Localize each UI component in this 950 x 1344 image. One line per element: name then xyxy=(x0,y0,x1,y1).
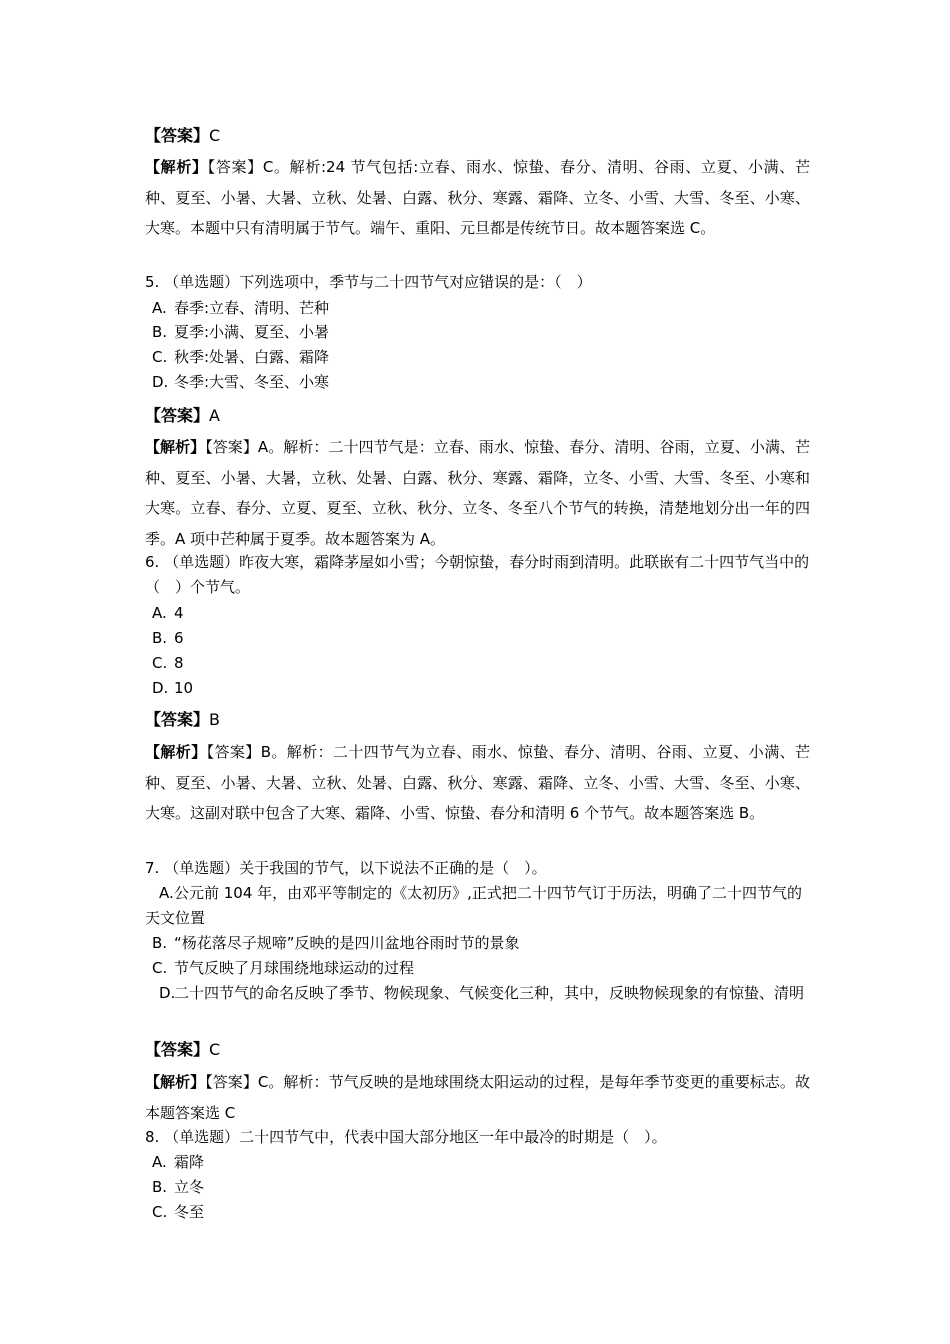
answer-label: 【答案】 xyxy=(145,710,210,729)
option-d xyxy=(145,981,810,1006)
explanation xyxy=(145,737,810,829)
option-letter: C. xyxy=(152,654,168,672)
answer-line xyxy=(145,406,220,426)
answer-value: C xyxy=(209,1040,221,1059)
explanation-label: 【解析】 xyxy=(145,158,208,176)
question-8: 8. （单选题）二十四节气中，代表中国大部分地区一年中最冷的时期是（ ）。 xyxy=(145,1128,667,1146)
option-text: 二十四节气的命名反映了季节、物候现象、气候变化三种，其中，反映物候现象的有惊蛰、清明 xyxy=(174,984,805,1002)
option-letter: A. xyxy=(152,299,167,317)
option-c xyxy=(152,956,810,981)
option-text: 春季:立春、清明、芒种 xyxy=(174,299,330,317)
answer-line xyxy=(145,710,220,730)
option-letter: A. xyxy=(159,884,174,902)
question-6: 6. （单选题）昨夜大寒，霜降茅屋如小雪；今朝惊蛰，春分时雨到清明。此联嵌有二十四节气当中的（ ）个节气。 xyxy=(145,553,810,596)
answer-value: A xyxy=(209,406,220,425)
option-text: “杨花落尽子规啼”反映的是四川盆地谷雨时节的景象 xyxy=(174,934,520,952)
answer-line xyxy=(145,126,220,146)
option-text: 霜降 xyxy=(174,1153,205,1171)
question-5: 5. （单选题）下列选项中，季节与二十四节气对应错误的是：（ ） xyxy=(145,273,592,291)
option-a xyxy=(152,296,810,321)
option-text: 立冬 xyxy=(174,1178,205,1196)
option-c xyxy=(152,1200,810,1225)
explanation-text: 【答案】C。解析：节气反映的是地球围绕太阳运动的过程，是每年季节变更的重要标志。故本题答案选 C xyxy=(145,1073,810,1122)
explanation xyxy=(145,1067,810,1128)
option-text: 10 xyxy=(174,679,194,697)
explanation-text: 【答案】B。解析：二十四节气为立春、雨水、惊蛰、春分、清明、谷雨、立夏、小满、芒种、夏至、小暑、大暑、立秋、处暑、白露、秋分、寒露、霜降、立冬、小雪、大雪、冬至、小寒、大寒。这副对联中包含了大寒、霜降、小雪、惊蛰、春分和清明 6 个节气。故本题答案选 B。 xyxy=(145,743,810,822)
option-letter: A. xyxy=(152,604,167,622)
option-text: 8 xyxy=(174,654,184,672)
option-b xyxy=(152,931,810,956)
option-b xyxy=(152,626,810,651)
explanation-label: 【解析】 xyxy=(145,1073,206,1091)
option-c xyxy=(152,345,810,370)
option-text: 冬季:大雪、冬至、小寒 xyxy=(174,373,330,391)
option-letter: D. xyxy=(152,373,169,391)
option-text: 冬至 xyxy=(174,1203,205,1221)
explanation xyxy=(145,432,810,554)
option-letter: C. xyxy=(152,348,168,366)
option-text: 秋季:处暑、白露、霜降 xyxy=(174,348,330,366)
option-text: 夏季:小满、夏至、小暑 xyxy=(174,323,330,341)
explanation-text: 【答案】C。解析:24 节气包括:立春、雨水、惊蛰、春分、清明、谷雨、立夏、小满、芒种、夏至、小暑、大暑、立秋、处暑、白露、秋分、寒露、霜降、立冬、小雪、大雪、冬至、小寒、大寒。本题中只有清明属于节气。端午、重阳、元旦都是传统节日。故本题答案选 C。 xyxy=(145,158,810,237)
option-letter: D. xyxy=(152,679,169,697)
explanation-label: 【解析】 xyxy=(145,743,207,761)
option-text: 公元前 104 年，由邓平等制定的《太初历》,正式把二十四节气订于历法，明确了二十四节气的天文位置 xyxy=(145,884,802,927)
option-letter: B. xyxy=(152,323,168,341)
option-text: 节气反映了月球围绕地球运动的过程 xyxy=(174,959,415,977)
answer-value: C xyxy=(209,126,221,145)
option-letter: B. xyxy=(152,629,168,647)
option-letter: B. xyxy=(152,1178,168,1196)
option-letter: B. xyxy=(152,934,168,952)
option-d xyxy=(152,676,810,701)
question-7: 7. （单选题）关于我国的节气，以下说法不正确的是（ ）。 xyxy=(145,859,547,877)
option-a xyxy=(152,1150,810,1175)
explanation-label: 【解析】 xyxy=(145,438,206,456)
option-a xyxy=(152,601,810,626)
option-b xyxy=(152,320,810,345)
option-text: 6 xyxy=(174,629,184,647)
answer-label: 【答案】 xyxy=(145,406,210,425)
answer-line xyxy=(145,1040,220,1060)
option-letter: C. xyxy=(152,959,168,977)
option-letter: D. xyxy=(159,984,176,1002)
option-c xyxy=(152,651,810,676)
option-b xyxy=(152,1175,810,1200)
answer-label: 【答案】 xyxy=(145,1040,210,1059)
option-letter: A. xyxy=(152,1153,167,1171)
option-d xyxy=(152,370,810,395)
answer-value: B xyxy=(209,710,220,729)
explanation-text: 【答案】A。解析：二十四节气是：立春、雨水、惊蛰、春分、清明、谷雨，立夏、小满、芒种、夏至、小暑、大暑，立秋、处暑、白露、秋分、寒露、霜降，立冬、小雪、大雪、冬至、小寒和大寒。立春、春分、立夏、夏至、立秋、秋分、立冬、冬至八个节气的转换，清楚地划分出一年的四季。A 项中芒种属于夏季。故本题答案为 A。 xyxy=(145,438,810,548)
option-text: 4 xyxy=(174,604,184,622)
option-letter: C. xyxy=(152,1203,168,1221)
option-a xyxy=(145,881,810,930)
explanation xyxy=(145,152,810,244)
answer-label: 【答案】 xyxy=(145,126,210,145)
